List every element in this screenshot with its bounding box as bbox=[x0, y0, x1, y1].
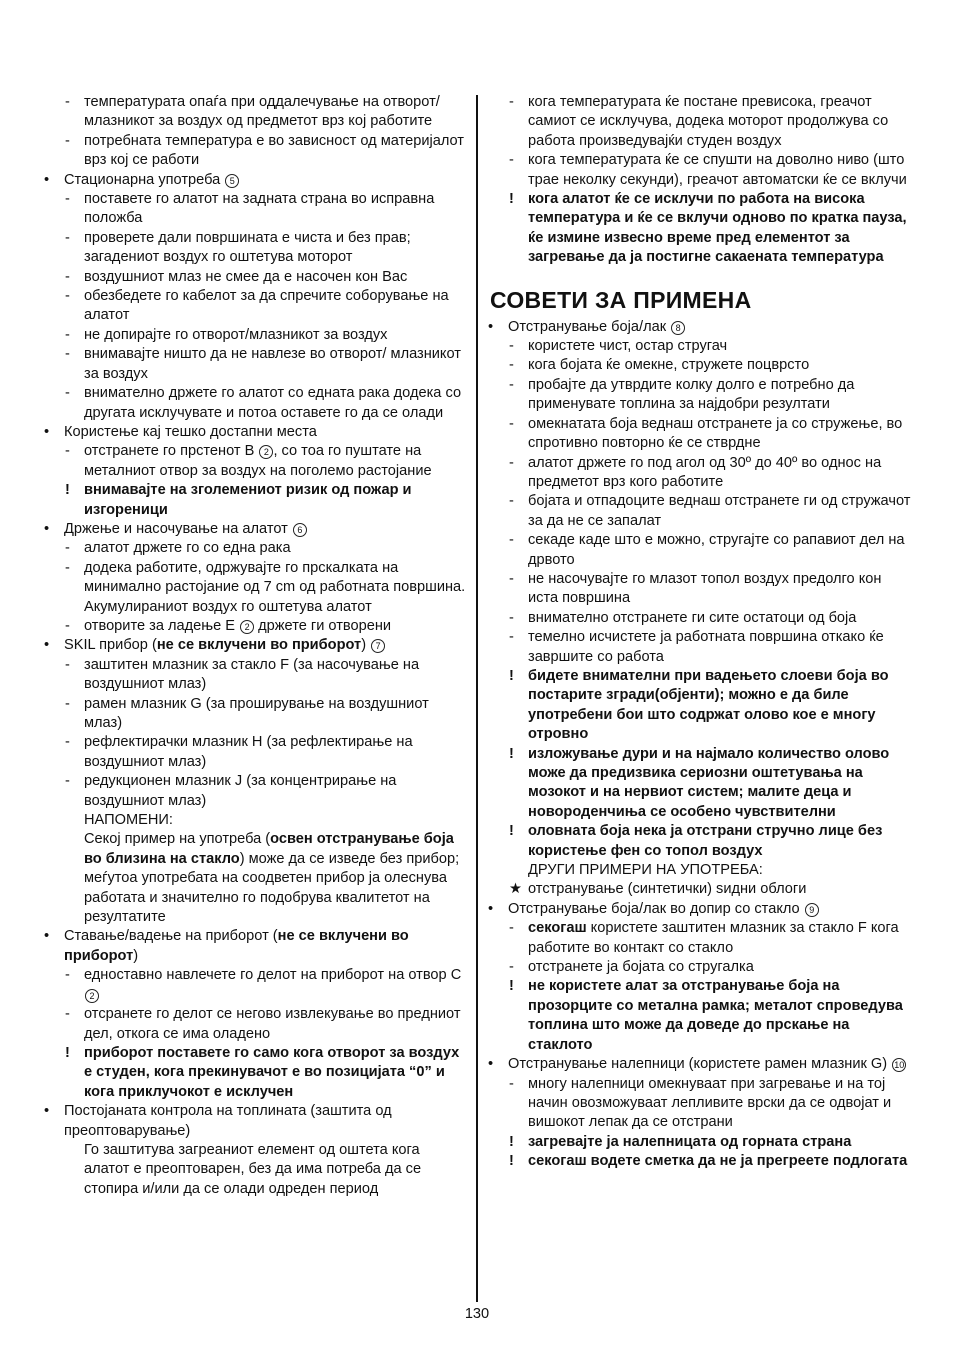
bullet-marker: - bbox=[65, 559, 70, 576]
warning-item bbox=[488, 667, 912, 745]
dash-item bbox=[488, 93, 912, 151]
item-text: многу налепници омекнуваат при загревање и на тој начин овозможуваат лепливите врски да се одвојат и вишокот лепак да се отстрани bbox=[528, 1075, 892, 1131]
dash-item bbox=[488, 415, 912, 454]
bullet-marker: - bbox=[65, 540, 70, 557]
item-text: Ставање/вадење на приборот (не се вклучени во приборот) bbox=[64, 928, 409, 964]
item-text: внимателно држете го алатот со едната рака додека со другата исклучувате и потоа оставете го да се олади bbox=[84, 385, 462, 421]
warning-icon: ! bbox=[509, 978, 514, 995]
bullet-marker: • bbox=[488, 318, 494, 335]
dash-item bbox=[44, 695, 466, 734]
item-text: воздушниот млаз не смее да е насочен кон Вас bbox=[84, 268, 408, 285]
bullet-item bbox=[488, 1055, 912, 1074]
warning-item bbox=[488, 190, 912, 268]
item-text: отворите за ладење E 2 држете ги отворени bbox=[84, 617, 392, 634]
item-text: приборот поставете го само кога отворот за воздух е студен, кога прекинувачот е во позицијата “0” и кога приклучокот е исклучен bbox=[84, 1044, 460, 1100]
bold-text: секогаш bbox=[528, 920, 587, 937]
warning-item bbox=[488, 1152, 912, 1171]
warning-icon: ! bbox=[509, 1133, 514, 1150]
item-text: поставете го алатот на задната страна во исправна положба bbox=[84, 191, 435, 227]
warning-item bbox=[488, 1133, 912, 1152]
column-divider bbox=[476, 95, 478, 1302]
item-text: секогаш водете сметка да не ја прегреете подлогата bbox=[528, 1153, 908, 1170]
bullet-item bbox=[44, 1102, 466, 1141]
item-text: кога алатот ќе се исклучи по работа на висока температура и ќе се вклучи одново по кратка пауза, ќе измине извесно време пред елементот за загревање да ја постигне сакаената температура bbox=[528, 191, 907, 266]
dash-item bbox=[488, 570, 912, 609]
bullet-marker: - bbox=[509, 357, 514, 374]
bullet-marker: - bbox=[65, 94, 70, 110]
figure-ref-icon: 6 bbox=[293, 523, 307, 537]
dash-item bbox=[488, 151, 912, 190]
figure-ref-icon: 8 bbox=[671, 321, 685, 335]
item-text: Отстранување боја/лак во допир со стакло 9 bbox=[508, 901, 819, 917]
indented-text bbox=[44, 830, 466, 927]
dash-item bbox=[44, 287, 466, 326]
item-text: едноставно навлечете го делот на приборот на отвор C 2 bbox=[84, 967, 462, 1001]
warning-icon: ! bbox=[509, 745, 514, 762]
warning-icon: ! bbox=[65, 1044, 70, 1061]
item-text: редукционен млазник J (за концентрирање на воздушниот млаз) bbox=[84, 773, 397, 809]
bullet-marker: - bbox=[65, 191, 70, 208]
dash-item bbox=[44, 617, 466, 636]
item-text: отсранете го делот се негово извлекување во предниот дел, откога се има оладено bbox=[84, 1006, 461, 1042]
item-text: изложување дури и на најмало количество олово може да предизвика сериозни оштетувања на мозокот и на нервиот систем; малите деца и новороденчиња се особено чувствителни bbox=[528, 745, 890, 820]
dash-item bbox=[44, 559, 466, 617]
warning-icon: ! bbox=[509, 1153, 514, 1170]
item-text: температурата опаѓа при оддалечување на отворот/млазникот за воздух од предметот врз кој работите bbox=[84, 94, 440, 130]
dash-item bbox=[488, 958, 912, 977]
warning-item bbox=[44, 1044, 466, 1102]
item-text: Стационарна употреба 5 bbox=[64, 172, 239, 188]
figure-ref-icon: 5 bbox=[225, 174, 239, 188]
bullet-marker: • bbox=[44, 520, 50, 537]
dash-item bbox=[44, 93, 466, 132]
bullet-marker: • bbox=[44, 1103, 50, 1120]
bullet-item bbox=[488, 900, 912, 919]
bullet-marker: - bbox=[65, 773, 70, 790]
item-text: темелно исчистете ја работната површина откако ќе завршите со работа bbox=[528, 629, 884, 665]
dash-item bbox=[488, 1075, 912, 1133]
item-text: кога бојата ќе омекне, стружете поцврсто bbox=[528, 357, 810, 374]
dash-item bbox=[488, 609, 912, 628]
dash-item bbox=[44, 190, 466, 229]
bullet-item bbox=[44, 927, 466, 966]
warning-item bbox=[488, 745, 912, 823]
bullet-marker: - bbox=[65, 734, 70, 751]
dash-item bbox=[44, 656, 466, 695]
bullet-item bbox=[488, 318, 912, 337]
bullet-marker: • bbox=[44, 928, 50, 945]
warning-item bbox=[488, 977, 912, 1055]
item-text: алатот држете го под агол од 30º до 40º во однос на предметот врз кого работите bbox=[528, 454, 882, 490]
bullet-marker: - bbox=[509, 338, 514, 355]
bullet-marker: - bbox=[65, 967, 70, 984]
dash-item bbox=[44, 1005, 466, 1044]
page-number: 130 bbox=[464, 1306, 490, 1322]
dash-item bbox=[488, 919, 912, 958]
bullet-marker: - bbox=[65, 617, 70, 634]
item-text: Држење и насочување на алатот 6 bbox=[64, 521, 307, 537]
right-column bbox=[488, 93, 912, 1172]
figure-ref-icon: 2 bbox=[240, 620, 254, 634]
item-text: користете чист, остар стругач bbox=[528, 338, 728, 355]
item-text: заштитен млазник за стакло F (за насочување на воздушниот млаз) bbox=[84, 656, 420, 693]
item-text: отстранување (синтетички) ѕидни облоги bbox=[528, 881, 807, 898]
bullet-marker: - bbox=[65, 229, 70, 246]
warning-icon: ! bbox=[509, 191, 514, 208]
bullet-marker: - bbox=[65, 443, 70, 460]
warning-item bbox=[488, 822, 912, 861]
item-text: Користење кај тешко достапни места bbox=[64, 423, 317, 440]
bullet-marker: - bbox=[65, 656, 70, 673]
dash-item bbox=[488, 492, 912, 531]
item-text: НАПОМЕНИ: bbox=[84, 812, 173, 829]
item-text: отстранете ја бојата со стругалка bbox=[528, 959, 754, 976]
bullet-marker: - bbox=[65, 385, 70, 402]
item-text: секаде каде што е можно, стругајте со рапавиот дел на дрвото bbox=[528, 532, 905, 568]
bullet-marker: • bbox=[44, 171, 50, 188]
item-text: бојата и отпадоците веднаш отстранете ги од стружачот за да не се запалат bbox=[528, 493, 911, 529]
bullet-marker: - bbox=[509, 609, 514, 626]
item-text: додека работите, одржувајте го прскалката на минимално растојание од 7 cm од работната површина. Акумулираниот воздух го оштетува алатот bbox=[84, 559, 466, 615]
bullet-marker: • bbox=[44, 423, 50, 440]
item-text: внимавајте ништо да не навлезе во отворот/ млазникот за воздух bbox=[84, 346, 461, 382]
dash-item bbox=[44, 539, 466, 558]
right-column-main bbox=[488, 318, 912, 1172]
dash-item bbox=[44, 345, 466, 384]
dash-item bbox=[488, 356, 912, 375]
warning-icon: ! bbox=[509, 667, 514, 684]
bullet-marker: - bbox=[509, 629, 514, 646]
dash-item bbox=[44, 966, 466, 1005]
bullet-item bbox=[44, 171, 466, 190]
warning-icon: ! bbox=[509, 823, 514, 840]
item-text: ДРУГИ ПРИМЕРИ НА УПОТРЕБА: bbox=[528, 862, 763, 879]
indented-text bbox=[44, 811, 466, 830]
bullet-marker: - bbox=[509, 454, 514, 471]
item-text: проверете дали површината е чиста и без прав; загадениот воздух го оштетува моторот bbox=[84, 229, 411, 266]
item-text: обезбедете го кабелот за да спречите соборување на алатот bbox=[84, 288, 449, 324]
item-text: пробајте да утврдите колку долго е потребно да применувате топлина за најдобри резултати bbox=[528, 376, 855, 413]
bullet-marker: - bbox=[509, 570, 514, 587]
dash-item bbox=[44, 442, 466, 481]
figure-ref-icon: 2 bbox=[259, 445, 273, 459]
bullet-marker: - bbox=[509, 415, 514, 432]
bold-text: освен отстранување боја во близина на стакло bbox=[84, 831, 454, 867]
bullet-marker: - bbox=[509, 1075, 514, 1092]
left-column bbox=[44, 93, 466, 1199]
bullet-marker: - bbox=[65, 288, 70, 305]
item-text: кога температурата ќе постане превисока, греачот самиот се исклучува, додека моторот продолжува со работа произведувајќи студен воздух bbox=[528, 94, 889, 149]
bullet-item bbox=[44, 520, 466, 539]
bold-text: не се вклучени во приборот bbox=[156, 637, 362, 654]
figure-ref-icon: 10 bbox=[894, 1060, 905, 1071]
bullet-item bbox=[44, 423, 466, 442]
warning-icon: ! bbox=[65, 482, 70, 499]
item-text: Постојаната контрола на топлината (заштита од преоптоварување) bbox=[64, 1103, 392, 1139]
indented-text bbox=[44, 1141, 466, 1199]
dash-item bbox=[488, 454, 912, 493]
item-text: не допирајте го отворот/млазникот за воздух bbox=[84, 326, 388, 343]
bullet-item bbox=[44, 636, 466, 655]
item-text: оловната боја нека ја отстрани стручно лице без користење фен со топол воздух bbox=[528, 823, 883, 859]
item-text: внимателно отстранете ги сите остатоци од боја bbox=[528, 609, 857, 626]
bullet-marker: - bbox=[509, 152, 514, 169]
item-text: Отстранување боја/лак 8 bbox=[508, 319, 685, 335]
dash-item bbox=[44, 132, 466, 171]
section-heading: СОВЕТИ ЗА ПРИМЕНА bbox=[490, 286, 752, 313]
dash-item bbox=[488, 376, 912, 415]
bullet-marker: - bbox=[65, 346, 70, 363]
item-text: кога температурата ќе се спушти на доволно ниво (што трае неколку секунди), греачот автоматски ќе се вклучи bbox=[528, 152, 907, 188]
item-text: не користете алат за отстранување боја на прозорците со метална рамка; металот спроведува топлина што може да доведе до прскање на стаклото bbox=[528, 978, 903, 1053]
bullet-marker: - bbox=[509, 376, 514, 393]
item-text: омекнатата боја веднаш отстранете ја со стружење, во спротивно повторно ќе се стврдне bbox=[528, 415, 903, 452]
dash-item bbox=[44, 733, 466, 772]
item-text: Го заштитува загреаниот елемент од оштета кога алатот е преоптоварен, без да има потреба да се стопира и/или да се олади одреден период bbox=[84, 1141, 422, 1197]
item-text: загревајте ја налепницата од горната страна bbox=[528, 1133, 852, 1150]
figure-ref-icon: 7 bbox=[371, 639, 385, 653]
dash-item bbox=[44, 772, 466, 811]
item-text: Секој пример на употреба (освен отстранување боја во близина на стакло) може да се изведе без прибор; меѓутоа употребата на соодветен прибор ја олеснува работата и значително го подобрува квалитетот на резултатите bbox=[84, 831, 460, 926]
bullet-marker: - bbox=[65, 132, 70, 149]
bullet-marker: - bbox=[65, 695, 70, 712]
item-text: рефлектирачки млазник H (за рефлектирање на воздушниот млаз) bbox=[84, 734, 413, 770]
bullet-marker: - bbox=[65, 326, 70, 343]
star-item bbox=[488, 880, 912, 899]
bullet-marker: - bbox=[509, 920, 514, 937]
bullet-marker: - bbox=[509, 532, 514, 549]
bullet-marker: - bbox=[65, 268, 70, 285]
item-text: бидете внимателни при вадењето слоеви боја во постарите згради(објенти); можно е да биле употребени бои што содржат олово кое е многу отровно bbox=[528, 667, 889, 743]
bullet-marker: - bbox=[65, 1006, 70, 1023]
item-text: Отстранување налепници (користете рамен млазник G) 10 bbox=[508, 1056, 905, 1073]
bullet-marker: • bbox=[488, 1056, 494, 1073]
bullet-marker: • bbox=[488, 900, 494, 917]
item-text: не насочувајте го млазот топол воздух предолго кон иста површина bbox=[528, 570, 882, 607]
right-column-top bbox=[488, 93, 912, 268]
dash-item bbox=[44, 229, 466, 268]
dash-item bbox=[44, 326, 466, 345]
dash-item bbox=[488, 531, 912, 570]
dash-item bbox=[44, 384, 466, 423]
bullet-marker: - bbox=[509, 959, 514, 976]
bullet-marker: • bbox=[44, 637, 50, 654]
indented-text bbox=[488, 861, 912, 880]
bold-text: не се вклучени во приборот bbox=[64, 928, 409, 964]
dash-item bbox=[44, 268, 466, 287]
dash-item bbox=[488, 337, 912, 356]
star-icon: ★ bbox=[509, 881, 523, 898]
item-text: алатот држете го со една рака bbox=[84, 540, 291, 557]
item-text: секогаш користете заштитен млазник за стакло F кога работите во контакт со стакло bbox=[528, 920, 899, 956]
bullet-marker: - bbox=[509, 493, 514, 510]
item-text: потребната температура е во зависност од материјалот врз кој се работи bbox=[84, 132, 464, 169]
bullet-marker: - bbox=[509, 94, 514, 110]
warning-item bbox=[44, 481, 466, 520]
figure-ref-icon: 2 bbox=[85, 989, 99, 1003]
item-text: отстранете го прстенот B 2 , со тоа го пуштате на металниот отвор за воздух на поголемо растојание bbox=[84, 443, 432, 479]
dash-item bbox=[488, 628, 912, 667]
item-text: SKIL прибор (не се вклучени во приборот) 7 bbox=[64, 637, 385, 653]
item-text: рамен млазник G (за проширување на воздушниот млаз) bbox=[84, 695, 429, 731]
item-text: внимавајте на зголемениот ризик од пожар и изгореници bbox=[84, 482, 412, 518]
figure-ref-icon: 9 bbox=[805, 903, 819, 917]
